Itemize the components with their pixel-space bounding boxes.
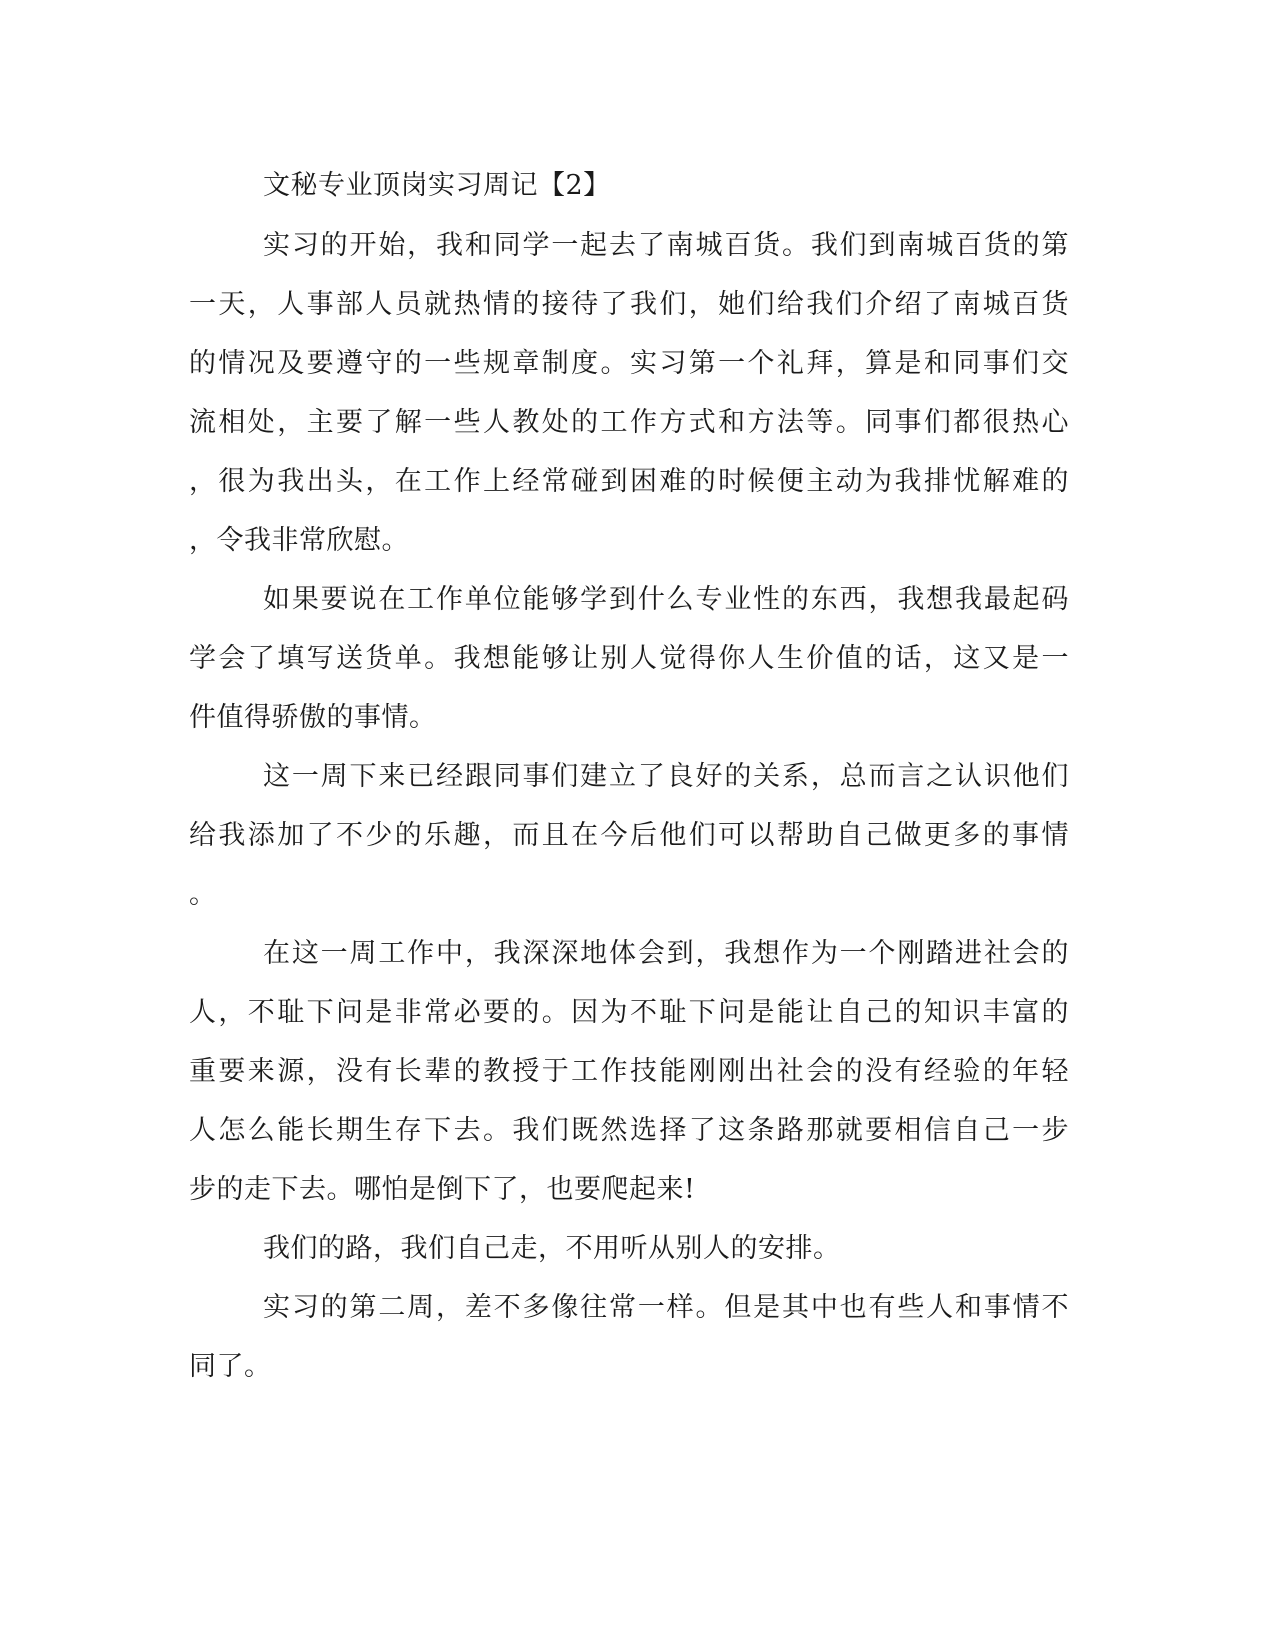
paragraph-line: 人，不耻下问是非常必要的。因为不耻下问是能让自己的知识丰富的 (189, 997, 1069, 1028)
paragraph-line: 一天，人事部人员就热情的接待了我们，她们给我们介绍了南城百货 (189, 289, 1069, 320)
paragraph-line: 同了。 (189, 1351, 272, 1382)
paragraph-line: 学会了填写送货单。我想能够让别人觉得你人生价值的话，这又是一 (189, 643, 1069, 674)
paragraph-line: 的情况及要遵守的一些规章制度。实习第一个礼拜，算是和同事们交 (189, 348, 1069, 379)
paragraph-line: 流相处，主要了解一些人教处的工作方式和方法等。同事们都很热心 (189, 407, 1069, 438)
paragraph-line: ，很为我出头，在工作上经常碰到困难的时候便主动为我排忧解难的 (189, 466, 1069, 497)
paragraph-line: 这一周下来已经跟同事们建立了良好的关系，总而言之认识他们 (263, 761, 1069, 792)
paragraph-line: 我们的路，我们自己走，不用听从别人的安排。 (263, 1233, 841, 1264)
paragraph-line: 在这一周工作中，我深深地体会到，我想作为一个刚踏进社会的 (263, 938, 1069, 969)
paragraph-line: 如果要说在工作单位能够学到什么专业性的东西，我想我最起码 (263, 584, 1069, 615)
paragraph-line: 重要来源，没有长辈的教授于工作技能刚刚出社会的没有经验的年轻 (189, 1056, 1069, 1087)
paragraph-line: 人怎么能长期生存下去。我们既然选择了这条路那就要相信自己一步 (189, 1115, 1069, 1146)
paragraph-line: 实习的第二周，差不多像往常一样。但是其中也有些人和事情不 (263, 1292, 1069, 1323)
paragraph-line: 件值得骄傲的事情。 (189, 702, 437, 733)
paragraph-line: ，令我非常欣慰。 (189, 525, 409, 556)
paragraph-line: 步的走下去。哪怕是倒下了，也要爬起来! (189, 1174, 696, 1205)
document-title: 文秘专业顶岗实习周记【2】 (263, 170, 611, 201)
paragraph-line: 。 (189, 879, 217, 910)
paragraph-line: 给我添加了不少的乐趣，而且在今后他们可以帮助自己做更多的事情 (189, 820, 1069, 851)
paragraph-line: 实习的开始，我和同学一起去了南城百货。我们到南城百货的第 (263, 230, 1069, 261)
